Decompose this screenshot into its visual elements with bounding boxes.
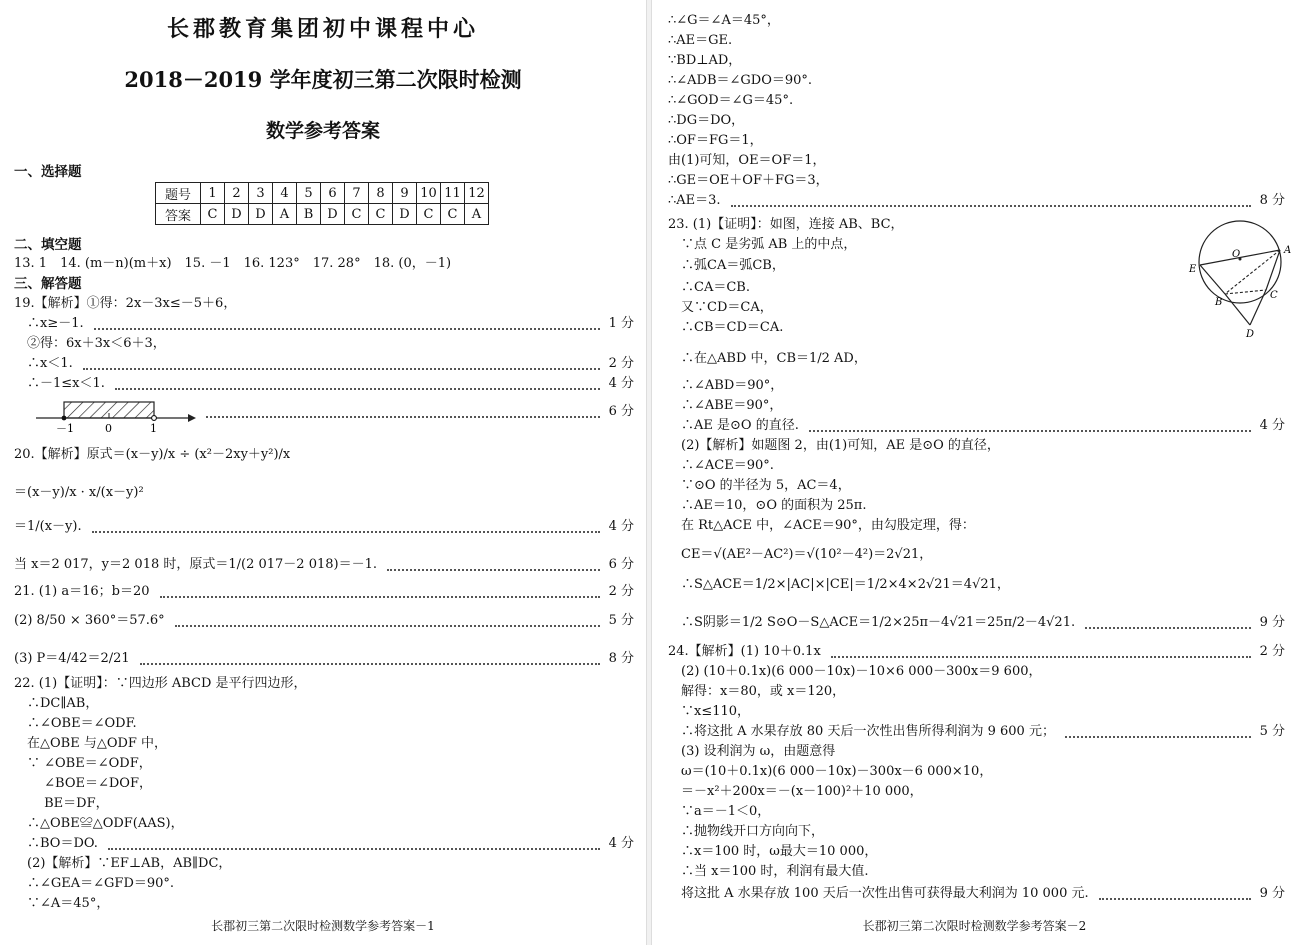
solution-line	[14, 294, 236, 314]
table-cell: A	[273, 204, 297, 225]
score-label: 5 分	[1259, 724, 1285, 739]
score-leader-dots	[731, 205, 1251, 207]
table-cell: 2	[225, 183, 249, 204]
score-label: 5 分	[608, 613, 634, 628]
score-leader-dots	[115, 388, 600, 390]
solution-line	[14, 734, 167, 754]
exam-title: 2018－2019 学年度初三第二次限时检测	[124, 67, 522, 92]
table-cell: 9	[393, 183, 417, 204]
circle-geometry-figure	[1186, 212, 1296, 342]
solution-line-text: 19.【解析】①得：2x－3x≤－5＋6，	[14, 296, 237, 311]
solution-line-text: (3) P＝4/42＝2/21	[14, 651, 130, 666]
solution-line-text: ∴弧CA＝弧CB，	[668, 258, 785, 273]
figure-label: E	[1189, 264, 1197, 275]
score-label: 2 分	[608, 356, 634, 371]
solution-line-text: ∴S阴影＝1/2 S⊙O－S△ACE＝1/2×25π－4√21＝25π/2－4√21.	[668, 615, 1076, 630]
table-cell: C	[417, 204, 441, 225]
table-cell: A	[465, 204, 489, 225]
solution-line-text: ∵点 C 是劣弧 AB 上的中点，	[668, 237, 857, 252]
table-header-answer: 答案	[156, 204, 201, 225]
figure-label: B	[1215, 297, 1223, 308]
solution-line	[14, 334, 166, 354]
solution-line-text: ∴x≥－1.	[14, 316, 84, 331]
solution-line-text: ∴x＝100 时，ω最大＝10 000，	[668, 844, 878, 859]
table-cell: 12	[465, 183, 489, 204]
score-leader-dots	[94, 328, 600, 330]
solution-line	[14, 582, 150, 602]
solution-line	[668, 31, 732, 51]
solution-line-text: CE＝√(AE²－AC²)＝√(10²－4²)＝2√21，	[668, 547, 933, 562]
solution-line-text: (2) 8/50 × 360°＝57.6°	[14, 613, 165, 628]
solution-line	[14, 814, 184, 834]
solution-line	[668, 396, 782, 416]
table-cell: B	[297, 204, 321, 225]
table-cell: 5	[297, 183, 321, 204]
score-leader-dots	[809, 430, 1251, 432]
solution-line	[14, 794, 109, 814]
solution-line	[668, 682, 845, 702]
solution-line-text: ∴GE＝OE＋OF＋FG＝3，	[668, 173, 829, 188]
score-label: 4 分	[608, 836, 634, 851]
solution-line	[14, 674, 307, 694]
section-multiple-choice: 一、选择题	[14, 164, 82, 180]
solution-line-text: 22. (1)【证明】：∵四边形 ABCD 是平行四边形，	[14, 676, 307, 691]
solution-line	[668, 802, 770, 822]
school-title: 长郡教育集团初中课程中心	[166, 16, 479, 42]
solution-line-text: 在△OBE 与△ODF 中，	[14, 736, 168, 751]
score-label: 4 分	[608, 376, 634, 391]
number-line-label: 1	[150, 422, 157, 435]
solution-line-text: ∴当 x＝100 时，利润有最大值.	[668, 864, 869, 879]
solution-line-text: ∴AE＝3.	[668, 193, 721, 208]
score-label: 6 分	[608, 404, 634, 419]
solution-line	[668, 884, 1089, 904]
solution-line	[14, 512, 82, 542]
solution-line	[668, 642, 821, 662]
solution-line	[668, 51, 741, 71]
solution-line-text: ∵⊙O 的半径为 5，AC＝4，	[668, 478, 851, 493]
score-leader-dots	[206, 416, 600, 418]
solution-line-text: ∴S△ACE＝1/2×|AC|×|CE|＝1/2×4×2√21＝4√21，	[668, 577, 1010, 592]
solution-line-text: ∴AE＝GE.	[668, 33, 733, 48]
solution-line	[668, 608, 1075, 638]
solution-line-text: ∴将这批 A 水果存放 80 天后一次性出售所得利润为 9 600 元；	[668, 724, 1055, 739]
score-leader-dots	[1085, 627, 1251, 629]
score-label: 6 分	[608, 557, 634, 572]
solution-line-text: 21. (1) a＝16；b＝20	[14, 584, 150, 599]
solution-line	[14, 874, 174, 894]
solution-line	[668, 822, 824, 842]
solution-line-text: ∴∠ACE＝90°.	[668, 458, 774, 473]
solution-line-text: ∴AE＝10，⊙O 的面积为 25π.	[668, 498, 867, 513]
solution-line	[668, 762, 992, 782]
table-cell: D	[225, 204, 249, 225]
solution-line-text: ＝1/(x－y).	[14, 519, 82, 534]
table-cell: C	[345, 204, 369, 225]
solution-line-text: (2) (10＋0.1x)(6 000－10x)－10×6 000－300x＝9 600，	[668, 664, 1042, 679]
solution-line-text: (3) 设利润为 ω，由题意得	[668, 744, 836, 759]
solution-line-text: ∴OF＝FG＝1，	[668, 133, 763, 148]
solution-line-text: (2)【解析】∵EF⊥AB，AB∥DC，	[14, 856, 232, 871]
solution-line-text: 由(1)可知，OE＝OF＝1，	[668, 153, 826, 168]
solution-line-text: ∴DG＝DO，	[668, 113, 745, 128]
table-header-number: 题号	[156, 183, 201, 204]
solution-line-text: ∴∠G＝∠A＝45°，	[668, 13, 780, 28]
solution-line	[14, 644, 130, 674]
solution-line	[14, 440, 290, 470]
score-leader-dots	[387, 569, 600, 571]
table-cell: 3	[249, 183, 273, 204]
solution-line-text: 23. (1)【证明】：如图，连接 AB、BC，	[668, 217, 904, 232]
solution-line-text: (2)【解析】如题图 2，由(1)可知，AE 是⊙O 的直径，	[668, 438, 1000, 453]
solution-line-text: 在 Rt△ACE 中，∠ACE＝90°，由勾股定理，得：	[668, 518, 975, 533]
score-label: 2 分	[1259, 644, 1285, 659]
section-fill-blank: 二、填空题	[14, 237, 82, 253]
solution-line	[14, 314, 84, 334]
solution-line-text: ∴∠ABE＝90°，	[668, 398, 783, 413]
solution-line	[668, 842, 877, 862]
solution-line-text: 解得：x＝80，或 x＝120，	[668, 684, 846, 699]
score-label: 4 分	[1259, 418, 1285, 433]
solution-line	[668, 111, 744, 131]
solution-line-text: ∴－1≤x＜1.	[14, 376, 105, 391]
solution-line	[668, 171, 829, 191]
section-solutions: 三、解答题	[14, 276, 82, 292]
number-line-label: 0	[105, 422, 112, 435]
table-cell: 1	[201, 183, 225, 204]
solution-line	[14, 550, 377, 580]
right-page	[652, 0, 1297, 945]
solution-line-text: ∵BD⊥AD，	[668, 53, 742, 68]
solution-line	[14, 374, 105, 394]
table-cell: C	[201, 204, 225, 225]
solution-line	[14, 714, 137, 734]
solution-line-text: ∴BO＝DO.	[14, 836, 98, 851]
answer-table-answer-row	[156, 204, 489, 225]
solution-line-text: ∴△OBE≌△ODF(AAS)，	[14, 816, 184, 831]
answer-table-number-row	[156, 183, 489, 204]
solution-line	[668, 215, 904, 235]
solution-line	[668, 344, 867, 374]
figure-label: A	[1284, 245, 1292, 256]
score-label: 8 分	[608, 651, 634, 666]
solution-line	[668, 298, 773, 318]
solution-line	[14, 854, 231, 874]
solution-line	[14, 478, 144, 508]
solution-line	[14, 754, 152, 774]
solution-line	[668, 570, 1010, 600]
solution-line	[14, 894, 109, 914]
solution-line	[668, 862, 869, 882]
score-leader-dots	[160, 596, 600, 598]
solution-line	[668, 318, 783, 338]
solution-line-text: ∵∠A＝45°，	[14, 896, 110, 911]
solution-line	[14, 834, 98, 854]
solution-line-text: ∴在△ABD 中，CB＝1/2 AD，	[668, 351, 867, 366]
table-cell: 6	[321, 183, 345, 204]
solution-line	[14, 774, 152, 794]
table-cell: 7	[345, 183, 369, 204]
right-page-footer: 长郡初三第二次限时检测数学参考答案－2	[862, 919, 1087, 933]
score-label: 1 分	[608, 316, 634, 331]
solution-line	[668, 71, 812, 91]
number-line-figure	[36, 392, 196, 434]
solution-line-text: ＝－x²＋200x＝－(x－100)²＋10 000，	[668, 784, 923, 799]
score-leader-dots	[83, 368, 600, 370]
solution-line	[668, 742, 835, 762]
table-cell: 4	[273, 183, 297, 204]
solution-line-text: ∴∠OBE＝∠ODF.	[14, 716, 137, 731]
score-leader-dots	[1065, 736, 1251, 738]
figure-label: C	[1270, 290, 1278, 301]
table-cell: C	[441, 204, 465, 225]
answer-table	[155, 182, 489, 225]
table-cell: 8	[369, 183, 393, 204]
solution-line-text: ∴∠ABD＝90°，	[668, 378, 784, 393]
solution-line	[14, 694, 98, 714]
solution-line	[668, 91, 793, 111]
figure-label: D	[1246, 329, 1255, 340]
solution-line	[668, 722, 1055, 742]
fill-blank-answers: 13. 1 14. (m－n)(m＋x) 15. －1 16. 123° 17. 28° 18. (0，－1)	[14, 256, 452, 271]
score-label: 2 分	[608, 584, 634, 599]
solution-line-text: 20.【解析】原式＝(x－y)/x ÷ (x²－2xy＋y²)/x	[14, 447, 291, 462]
solution-line-text: ∴∠ADB＝∠GDO＝90°.	[668, 73, 813, 88]
table-cell: C	[369, 204, 393, 225]
solution-line-text: ∠BOE＝∠DOF，	[14, 776, 152, 791]
solution-line-text: ∴CB＝CD＝CA.	[668, 320, 784, 335]
solution-line	[668, 476, 851, 496]
solution-line-text: 当 x＝2 017，y＝2 018 时，原式＝1/(2 017－2 018)＝－1.	[14, 557, 378, 572]
solution-line	[668, 456, 774, 476]
number-line-label: －1	[56, 422, 74, 435]
solution-line	[668, 235, 856, 255]
table-cell: D	[321, 204, 345, 225]
solution-line	[14, 354, 73, 374]
solution-line	[14, 606, 165, 636]
solution-line	[668, 151, 826, 171]
solution-line-text: ∴抛物线开口方向向下，	[668, 824, 825, 839]
solution-line-text: ∴AE 是⊙O 的直径.	[668, 418, 799, 433]
solution-line-text: 将这批 A 水果存放 100 天后一次性出售可获得最大利润为 10 000 元.	[668, 886, 1089, 901]
score-leader-dots	[831, 656, 1251, 658]
solution-line	[668, 496, 866, 516]
solution-line	[668, 436, 1000, 456]
solution-line	[668, 256, 785, 276]
left-page-footer: 长郡初三第二次限时检测数学参考答案－1	[211, 919, 435, 933]
score-label: 4 分	[608, 519, 634, 534]
answer-key-title: 数学参考答案	[265, 120, 380, 142]
solution-line-text: ②得：6x＋3x＜6＋3，	[14, 336, 166, 351]
solution-line-text: 又∵CD＝CA，	[668, 300, 773, 315]
solution-line-text: ∵ ∠OBE＝∠ODF，	[14, 756, 152, 771]
table-cell: D	[249, 204, 273, 225]
table-cell: 11	[441, 183, 465, 204]
solution-line-text: ∴x＜1.	[14, 356, 73, 371]
solution-line	[668, 516, 975, 536]
solution-line-text: ∴CA＝CB.	[668, 280, 750, 295]
table-cell: D	[393, 204, 417, 225]
score-leader-dots	[92, 531, 600, 533]
figure-label: O	[1232, 249, 1241, 260]
score-label: 9 分	[1259, 886, 1285, 901]
solution-line	[668, 702, 750, 722]
solution-line	[668, 416, 799, 436]
score-label: 8 分	[1259, 193, 1285, 208]
solution-line	[668, 376, 783, 396]
table-cell: 10	[417, 183, 441, 204]
solution-line	[668, 662, 1041, 682]
solution-line-text: ∵a＝－1＜0，	[668, 804, 771, 819]
score-leader-dots	[108, 848, 600, 850]
solution-line-text: 24.【解析】(1) 10＋0.1x	[668, 644, 821, 659]
solution-line-text: ∴∠GOD＝∠G＝45°.	[668, 93, 794, 108]
solution-line-text: ＝(x－y)/x · x/(x－y)²	[14, 485, 144, 500]
solution-line	[668, 782, 923, 802]
solution-line-text: ∴∠GEA＝∠GFD＝90°.	[14, 876, 175, 891]
solution-line-text: ∴DC∥AB，	[14, 696, 99, 711]
score-leader-dots	[1099, 898, 1251, 900]
score-leader-dots	[140, 663, 600, 665]
score-leader-dots	[175, 625, 600, 627]
solution-line	[668, 278, 750, 298]
solution-line-text: ω＝(10＋0.1x)(6 000－10x)－300x－6 000×10，	[668, 764, 993, 779]
solution-line-text: BE＝DF，	[14, 796, 109, 811]
solution-line	[668, 191, 721, 211]
left-page	[0, 0, 646, 945]
score-label: 9 分	[1259, 615, 1285, 630]
solution-line	[668, 540, 932, 570]
solution-line-text: ∵x≤110，	[668, 704, 751, 719]
solution-line	[668, 11, 780, 31]
solution-line	[668, 131, 763, 151]
